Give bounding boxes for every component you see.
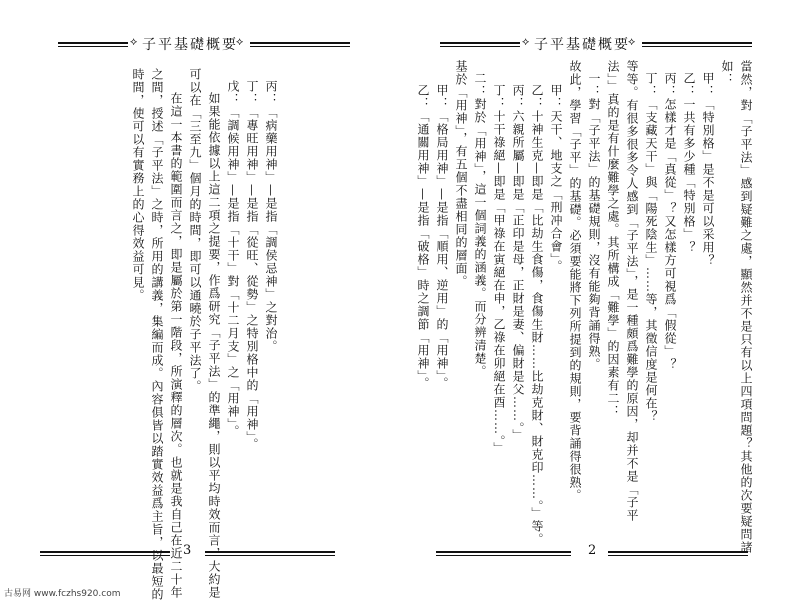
text-line: 故此，學習「子平」的基礎。必須要能將下列所提到的規則，要背誦得很熟。	[568, 60, 582, 502]
right-page-header	[396, 36, 793, 56]
text-line: 戊：「調候用神」—是指「十干」對「十二月支」之「用神」。	[226, 80, 240, 438]
text-line: 法」」真的是有什麼難學之處。其所構成「難學」的因素有二：	[606, 60, 620, 418]
text-line: 丁：十干祿絕—即是「甲祿在寅絕在申，乙祿在卯絕在酉……。」	[492, 84, 506, 455]
header-rule	[58, 42, 128, 44]
left-page-footer	[0, 543, 396, 559]
text-line: 一：對「子平法」的基礎規則，沒有能夠背誦得熟。	[587, 72, 601, 371]
text-line: 甲：「格局用神」—是指「順用、逆用」的「用神」。	[435, 84, 449, 390]
right-page-footer	[396, 543, 793, 559]
text-line: 可以在「三至九」個月的時間，即可以通曉於子平法了。	[188, 68, 202, 393]
text-line: 乙：一共有多少種「特別格」？	[682, 72, 696, 254]
header-ornament-icon: ⟡	[522, 35, 530, 48]
text-line: 丙：六親所屬—即是「正印是母，正財是妻、偏財是父……。」	[511, 84, 525, 442]
right-page-body	[413, 60, 755, 554]
text-line: 二：對於「用神」，這一個詞義的涵義。而分辨清楚。	[473, 72, 487, 378]
page-number: 3	[183, 543, 192, 558]
text-line: 丙：「病藥用神」—是指「調侯忌神」之對治。	[264, 80, 278, 353]
header-rule	[250, 42, 350, 44]
footer-rule	[608, 551, 748, 553]
footer-rule	[436, 551, 571, 553]
text-line: 在這一本書的範圍而言之，即是屬於第一階段，所演釋的層次。也就是我自己在近二十年	[169, 92, 183, 599]
footer-rule	[608, 555, 748, 556]
header-rule	[58, 46, 128, 47]
text-line: 甲：「特別格」是不是可以采用？	[701, 72, 715, 267]
page-number: 2	[588, 543, 597, 558]
footer-rule	[40, 555, 170, 556]
header-ornament-icon: ⟡	[236, 35, 244, 48]
text-line: 時間，使可以有實務上的心得效益可見。	[131, 68, 145, 302]
text-line: 之間，授述「子平法」之時，所用的講義，集編而成。內容俱皆以踏實效益爲主旨，以最短的	[150, 68, 164, 601]
header-rule	[440, 46, 520, 47]
right-page	[396, 0, 793, 606]
footer-rule	[436, 555, 571, 556]
text-line: 甲：天干、地支之「刑冲合會」。	[549, 84, 563, 273]
header-rule	[250, 46, 350, 47]
header-title: 子平基礎概要	[142, 37, 238, 53]
text-line: 丙：怎樣才是「真從」？又怎樣方可視爲「假從」？	[663, 72, 677, 371]
left-page-body	[128, 68, 280, 601]
header-rule	[440, 42, 520, 44]
text-line: 丁：「支藏天干」與「陽死陰生」……等，其徵信度是何在？	[644, 72, 658, 423]
footer-rule	[205, 551, 335, 553]
footer-rule	[205, 555, 335, 556]
text-line: 丁：「專旺用神」—是指「從旺、從勢」之特別格中的「用神」。	[245, 80, 259, 451]
header-rule	[642, 46, 752, 47]
left-page	[0, 0, 396, 606]
header-title: 子平基礎概要	[534, 37, 630, 53]
text-line: 乙：十神生克—即是「比劫生食傷，食傷生財……比劫克財、財克印……。」等。	[530, 84, 544, 546]
text-line: 當然，對「子平法」感到疑難之處，顯然并不是只有以上四項問題？其他的次要疑問諸	[739, 60, 753, 554]
text-line: 乙：「通關用神」—是指「破格」時之調節「用神」。	[416, 84, 430, 390]
text-line: 如果能依據以上這二項之提要，作爲研究「子平法」的準繩，則以平均時效而言，大約是	[207, 92, 221, 599]
header-ornament-icon: ⟡	[628, 35, 636, 48]
text-line: 等等。有很多很多令人感到「子平法」，是一種頗爲難學的原因，却并不是「子平	[625, 60, 639, 522]
footer-rule	[40, 551, 170, 553]
text-line: 基於「用神」，有五個不盡相同的層面。	[454, 60, 468, 288]
site-watermark: 古易网 www.fczhs920.com	[4, 589, 121, 599]
text-line: 如：	[720, 60, 734, 86]
left-page-header	[0, 36, 396, 56]
header-rule	[642, 42, 752, 44]
header-ornament-icon: ⟡	[130, 35, 138, 48]
